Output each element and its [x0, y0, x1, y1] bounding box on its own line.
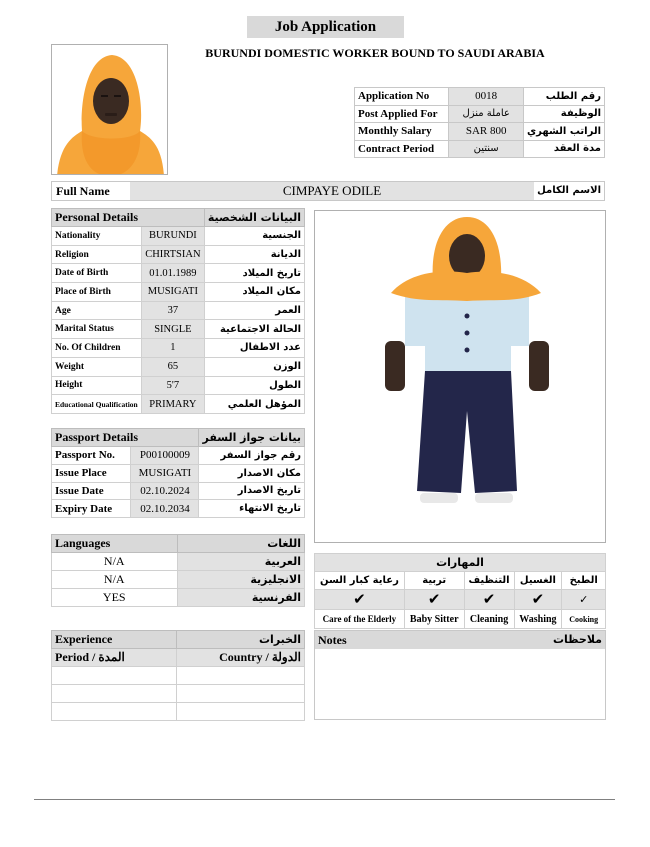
skill-washing-label: Washing: [514, 610, 562, 629]
contract-period-value: سنتين: [449, 140, 524, 158]
applicant-photo-full-body: [314, 210, 606, 543]
check-icon: ✓: [562, 590, 606, 610]
french-label-ar: الفرنسية: [177, 589, 304, 607]
weight-label: Weight: [52, 357, 142, 376]
marital-status-value: SINGLE: [141, 320, 204, 339]
expiry-date-value: 02.10.2034: [131, 500, 199, 518]
check-icon: ✔: [404, 590, 464, 610]
post-applied-value: عاملة منزل: [449, 105, 524, 123]
experience-table: [51, 630, 305, 721]
page-subtitle: BURUNDI DOMESTIC WORKER BOUND TO SAUDI ARABIA: [205, 46, 545, 60]
personal-details-title-ar: البيانات الشخصية: [204, 209, 304, 227]
full-name-label-ar: الاسم الكامل: [537, 185, 601, 196]
skill-cleaning-ar: التنظيف: [464, 572, 514, 590]
full-name-label: Full Name: [56, 184, 110, 198]
notes-title-ar: ملاحظات: [553, 633, 602, 646]
experience-period-cell: [52, 667, 177, 685]
post-applied-label: Post Applied For: [355, 105, 449, 123]
table-row: [52, 571, 305, 589]
education-label: Educational Qualification: [52, 395, 142, 414]
children-label: No. Of Children: [52, 339, 142, 358]
passport-details-table: [51, 428, 305, 518]
dob-label: Date of Birth: [52, 264, 142, 283]
full-name-row: [51, 181, 605, 201]
skill-elderly-ar: رعاية كبار السن: [315, 572, 405, 590]
issue-date-value: 02.10.2024: [131, 482, 199, 500]
application-no-value: 0018: [449, 88, 524, 106]
expiry-date-label-ar: تاريخ الانتهاء: [199, 500, 305, 518]
languages-title-ar: اللغات: [177, 535, 304, 553]
french-level: YES: [52, 589, 178, 607]
religion-label: Religion: [52, 245, 142, 264]
notes-box: [314, 630, 606, 720]
age-label-ar: العمر: [204, 301, 304, 320]
passport-no-value: P00100009: [131, 447, 199, 465]
table-row: [52, 667, 305, 685]
section-header: [52, 535, 305, 553]
section-header: [315, 554, 606, 572]
table-row: [52, 376, 305, 395]
footer-divider: [34, 799, 615, 800]
table-row: [355, 123, 605, 141]
personal-details-table: [51, 208, 305, 414]
application-table: [354, 87, 605, 158]
check-icon: ✔: [315, 590, 405, 610]
age-label: Age: [52, 301, 142, 320]
marital-status-label-ar: الحالة الاجتماعية: [204, 320, 304, 339]
post-applied-label-ar: الوظيفة: [523, 105, 604, 123]
arabic-level: N/A: [52, 553, 178, 571]
section-header: [52, 209, 305, 227]
nationality-label: Nationality: [52, 227, 142, 246]
religion-label-ar: الديانة: [204, 245, 304, 264]
experience-columns: [52, 649, 305, 667]
dob-label-ar: تاريخ الميلاد: [204, 264, 304, 283]
education-label-ar: المؤهل العلمي: [204, 395, 304, 414]
table-row: [52, 395, 305, 414]
skill-cooking-ar: الطبخ: [562, 572, 606, 590]
birthplace-label: Place of Birth: [52, 283, 142, 302]
table-row: [52, 245, 305, 264]
monthly-salary-label: Monthly Salary: [355, 123, 449, 141]
english-label-ar: الانجليزية: [177, 571, 304, 589]
table-row: [52, 703, 305, 721]
application-no-label-ar: رقم الطلب: [523, 88, 604, 106]
skills-ar-row: [315, 572, 606, 590]
nationality-value: BURUNDI: [141, 227, 204, 246]
table-row: [52, 320, 305, 339]
table-row: [52, 264, 305, 283]
issue-date-label: Issue Date: [52, 482, 131, 500]
table-row: [52, 482, 305, 500]
notes-title: Notes: [318, 633, 347, 647]
table-row: [52, 339, 305, 358]
birthplace-label-ar: مكان الميلاد: [204, 283, 304, 302]
table-row: [355, 140, 605, 158]
languages-table: [51, 534, 305, 607]
experience-country-cell: [177, 703, 305, 721]
nationality-label-ar: الجنسية: [204, 227, 304, 246]
table-row: [355, 88, 605, 106]
skills-en-row: [315, 610, 606, 629]
table-row: [52, 357, 305, 376]
experience-period-cell: [52, 685, 177, 703]
issue-date-label-ar: تاريخ الاصدار: [199, 482, 305, 500]
check-icon: ✔: [514, 590, 562, 610]
page-title: Job Application: [247, 16, 404, 38]
table-row: [52, 464, 305, 482]
dob-value: 01.01.1989: [141, 264, 204, 283]
birthplace-value: MUSIGATI: [141, 283, 204, 302]
personal-details-title: Personal Details: [52, 209, 205, 227]
issue-place-label: Issue Place: [52, 464, 131, 482]
skills-check-row: [315, 590, 606, 610]
height-label: Height: [52, 376, 142, 395]
marital-status-label: Marital Status: [52, 320, 142, 339]
contract-period-label: Contract Period: [355, 140, 449, 158]
table-row: [52, 447, 305, 465]
period-column-header: Period / المدة: [52, 649, 177, 667]
english-level: N/A: [52, 571, 178, 589]
skills-table: [314, 553, 606, 629]
table-row: [52, 227, 305, 246]
table-row: [52, 301, 305, 320]
issue-place-label-ar: مكان الاصدار: [199, 464, 305, 482]
skill-elderly-label: Care of the Elderly: [315, 610, 405, 629]
table-row: [52, 553, 305, 571]
age-value: 37: [141, 301, 204, 320]
monthly-salary-label-ar: الراتب الشهري: [523, 123, 604, 141]
children-value: 1: [141, 339, 204, 358]
skills-title-ar: المهارات: [315, 554, 606, 572]
religion-value: CHIRTSIAN: [141, 245, 204, 264]
passport-details-title-ar: بيانات جواز السفر: [199, 429, 305, 447]
education-value: PRIMARY: [141, 395, 204, 414]
arabic-label-ar: العربية: [177, 553, 304, 571]
contract-period-label-ar: مدة العقد: [523, 140, 604, 158]
notes-header: [315, 631, 605, 649]
skill-babysitter-label: Baby Sitter: [404, 610, 464, 629]
country-column-header: Country / الدولة: [177, 649, 305, 667]
monthly-salary-value: SAR 800: [449, 123, 524, 141]
weight-label-ar: الوزن: [204, 357, 304, 376]
table-row: [355, 105, 605, 123]
skill-cooking-label: Cooking: [562, 610, 606, 629]
passport-no-label-ar: رقم جواز السفر: [199, 447, 305, 465]
table-row: [52, 500, 305, 518]
section-header: [52, 631, 305, 649]
weight-value: 65: [141, 357, 204, 376]
passport-details-title: Passport Details: [52, 429, 199, 447]
check-icon: ✔: [464, 590, 514, 610]
height-label-ar: الطول: [204, 376, 304, 395]
table-row: [52, 589, 305, 607]
experience-country-cell: [177, 667, 305, 685]
languages-title: Languages: [52, 535, 178, 553]
issue-place-value: MUSIGATI: [131, 464, 199, 482]
experience-period-cell: [52, 703, 177, 721]
children-label-ar: عدد الاطفال: [204, 339, 304, 358]
table-row: [52, 283, 305, 302]
skill-washing-ar: الغسيل: [514, 572, 562, 590]
section-header: [52, 429, 305, 447]
full-name-value: CIMPAYE ODILE: [130, 182, 534, 200]
experience-title-ar: الخبرات: [177, 631, 305, 649]
passport-no-label: Passport No.: [52, 447, 131, 465]
expiry-date-label: Expiry Date: [52, 500, 131, 518]
skill-babysitter-ar: تربية: [404, 572, 464, 590]
applicant-photo-portrait: [51, 44, 168, 175]
height-value: 5'7: [141, 376, 204, 395]
table-row: [52, 685, 305, 703]
experience-title: Experience: [52, 631, 177, 649]
experience-country-cell: [177, 685, 305, 703]
skill-cleaning-label: Cleaning: [464, 610, 514, 629]
application-no-label: Application No: [355, 88, 449, 106]
